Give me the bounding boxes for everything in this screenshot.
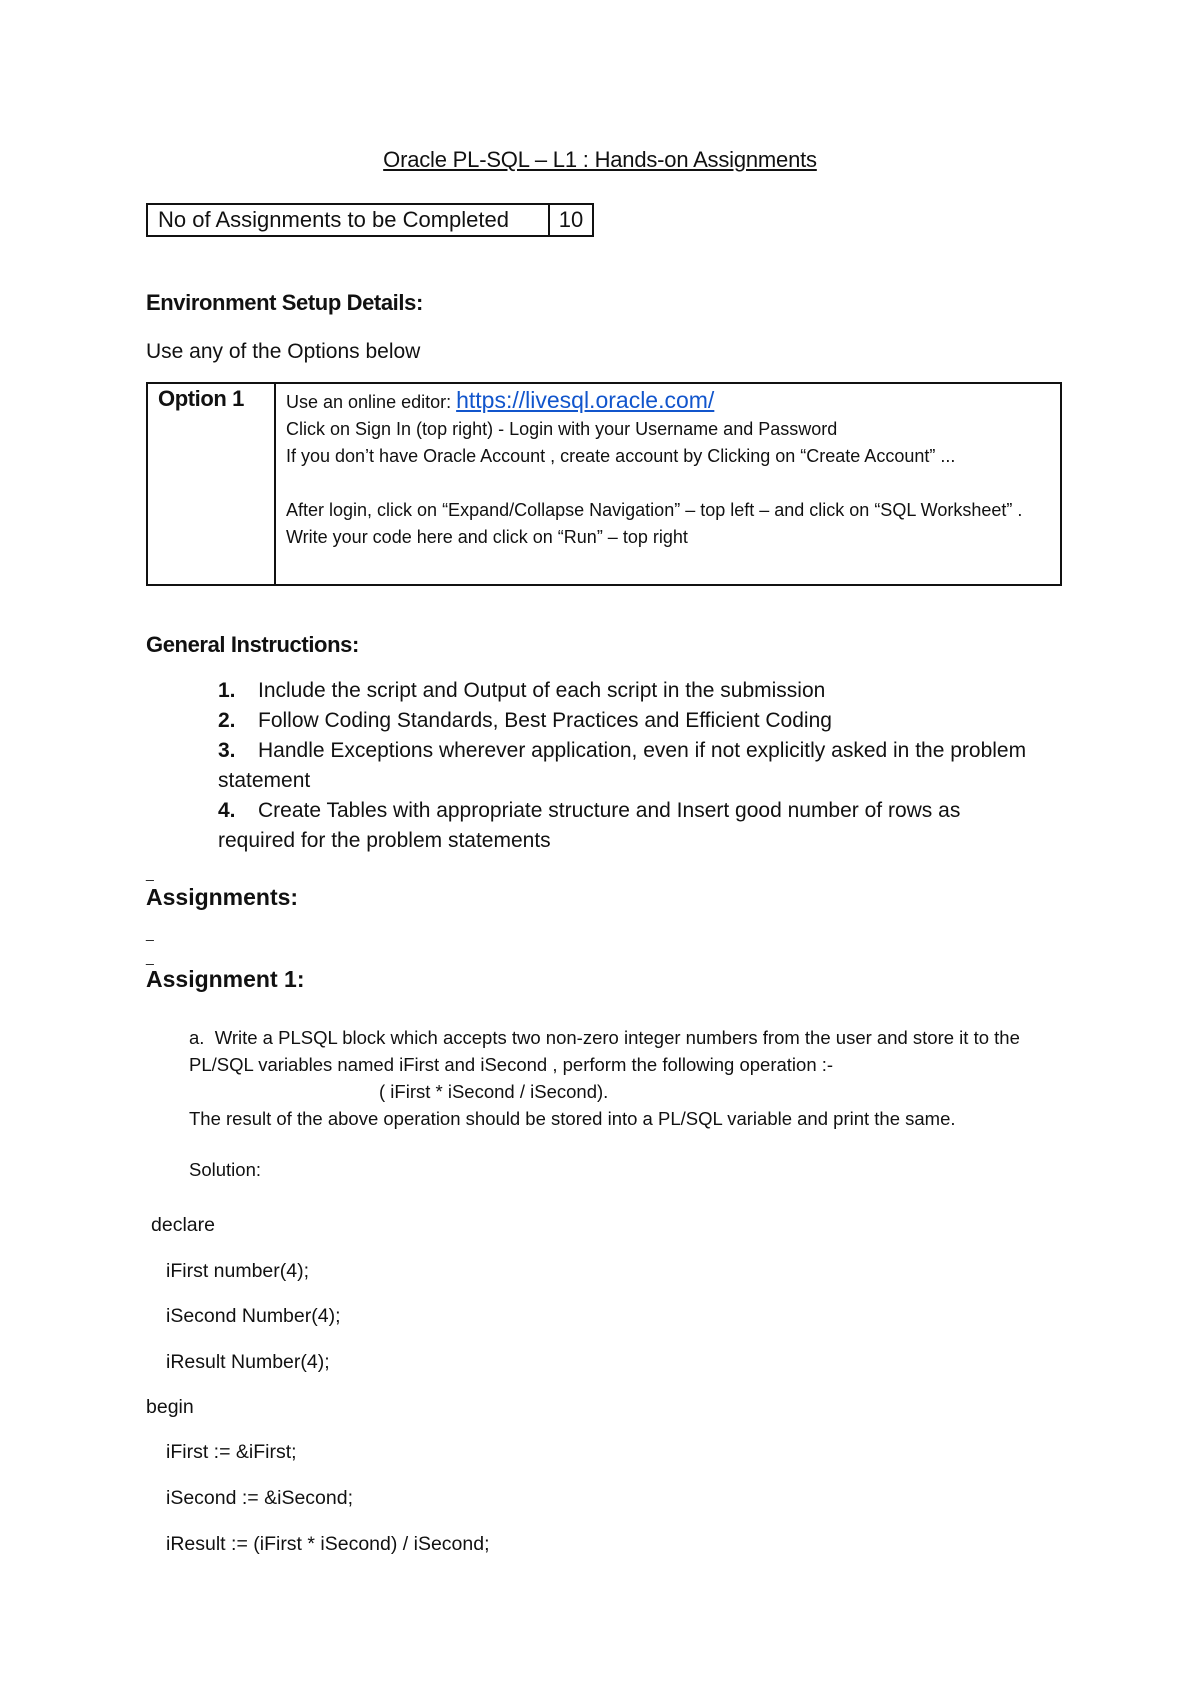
- assignment-1-description: [189, 1024, 1089, 1132]
- code-line: iSecond := &iSecond;: [166, 1487, 354, 1509]
- environment-heading: Environment Setup Details:: [146, 290, 423, 315]
- livesql-link[interactable]: https://livesql.oracle.com/: [456, 387, 715, 413]
- code-line: begin: [146, 1396, 194, 1418]
- assignment-1-expression: ( iFirst * iSecond / iSecond).: [379, 1081, 609, 1102]
- code-line: iFirst := &iFirst;: [166, 1441, 297, 1463]
- option-editor-prefix: Use an online editor:: [286, 392, 457, 412]
- instruction-item: [218, 736, 1038, 796]
- assignments-heading: Assignments:: [146, 884, 299, 910]
- code-line: iResult Number(4);: [166, 1351, 330, 1373]
- instruction-number: 1.: [218, 679, 236, 702]
- instruction-text: Handle Exceptions wherever application, even if not explicitly asked in the problem statement: [218, 739, 1027, 792]
- environment-intro: Use any of the Options below: [146, 340, 421, 363]
- code-line: declare: [151, 1214, 215, 1236]
- option-editor-line: [286, 387, 1050, 416]
- instructions-list: [218, 676, 1038, 856]
- code-line: iFirst number(4);: [166, 1260, 310, 1282]
- assignment-1-result-text: The result of the above operation should be stored into a PL/SQL variable and print the same.: [189, 1108, 956, 1129]
- option-account-line: If you don’t have Oracle Account , create account by Clicking on “Create Account” ...: [286, 446, 956, 466]
- option-label: Option 1: [147, 383, 275, 585]
- instruction-item: [218, 676, 1038, 706]
- option-signin-line: Click on Sign In (top right) - Login with your Username and Password: [286, 419, 838, 439]
- code-line: iResult := (iFirst * iSecond) / iSecond;: [166, 1533, 490, 1555]
- stray-mark: _: [146, 949, 154, 965]
- instruction-text: Follow Coding Standards, Best Practices and Efficient Coding: [258, 709, 832, 732]
- instruction-text: Include the script and Output of each script in the submission: [258, 679, 826, 702]
- instruction-item: [218, 796, 1038, 856]
- instruction-number: 3.: [218, 739, 236, 762]
- option-table: [146, 382, 1062, 586]
- assignment-count-value: 10: [549, 204, 593, 236]
- option-navigation-line: After login, click on “Expand/Collapse Navigation” – top left – and click on “SQL Worksheet” . Write your code here and click on “Run” – top right: [286, 500, 1023, 547]
- stray-mark: _: [146, 865, 154, 881]
- code-line: iSecond Number(4);: [166, 1305, 341, 1327]
- option-details: [275, 383, 1061, 585]
- assignment-1-text: Write a PLSQL block which accepts two non-zero integer numbers from the user and store it to the PL/SQL variables named iFirst and iSecond , perform the following operation :-: [189, 1027, 1020, 1075]
- assignment-count-label: No of Assignments to be Completed: [147, 204, 549, 236]
- document-title: Oracle PL-SQL – L1 : Hands-on Assignments: [383, 147, 817, 172]
- assignment-1-prefix: a.: [189, 1027, 205, 1048]
- general-instructions-heading: General Instructions:: [146, 632, 359, 657]
- stray-mark: _: [146, 925, 154, 941]
- instruction-number: 2.: [218, 709, 236, 732]
- solution-label: Solution:: [189, 1159, 261, 1180]
- instruction-number: 4.: [218, 799, 236, 822]
- assignment-1-heading: Assignment 1:: [146, 966, 305, 992]
- instruction-text: Create Tables with appropriate structure and Insert good number of rows as required for the problem statements: [218, 799, 961, 852]
- assignment-count-table: [146, 203, 594, 237]
- instruction-item: [218, 706, 1038, 736]
